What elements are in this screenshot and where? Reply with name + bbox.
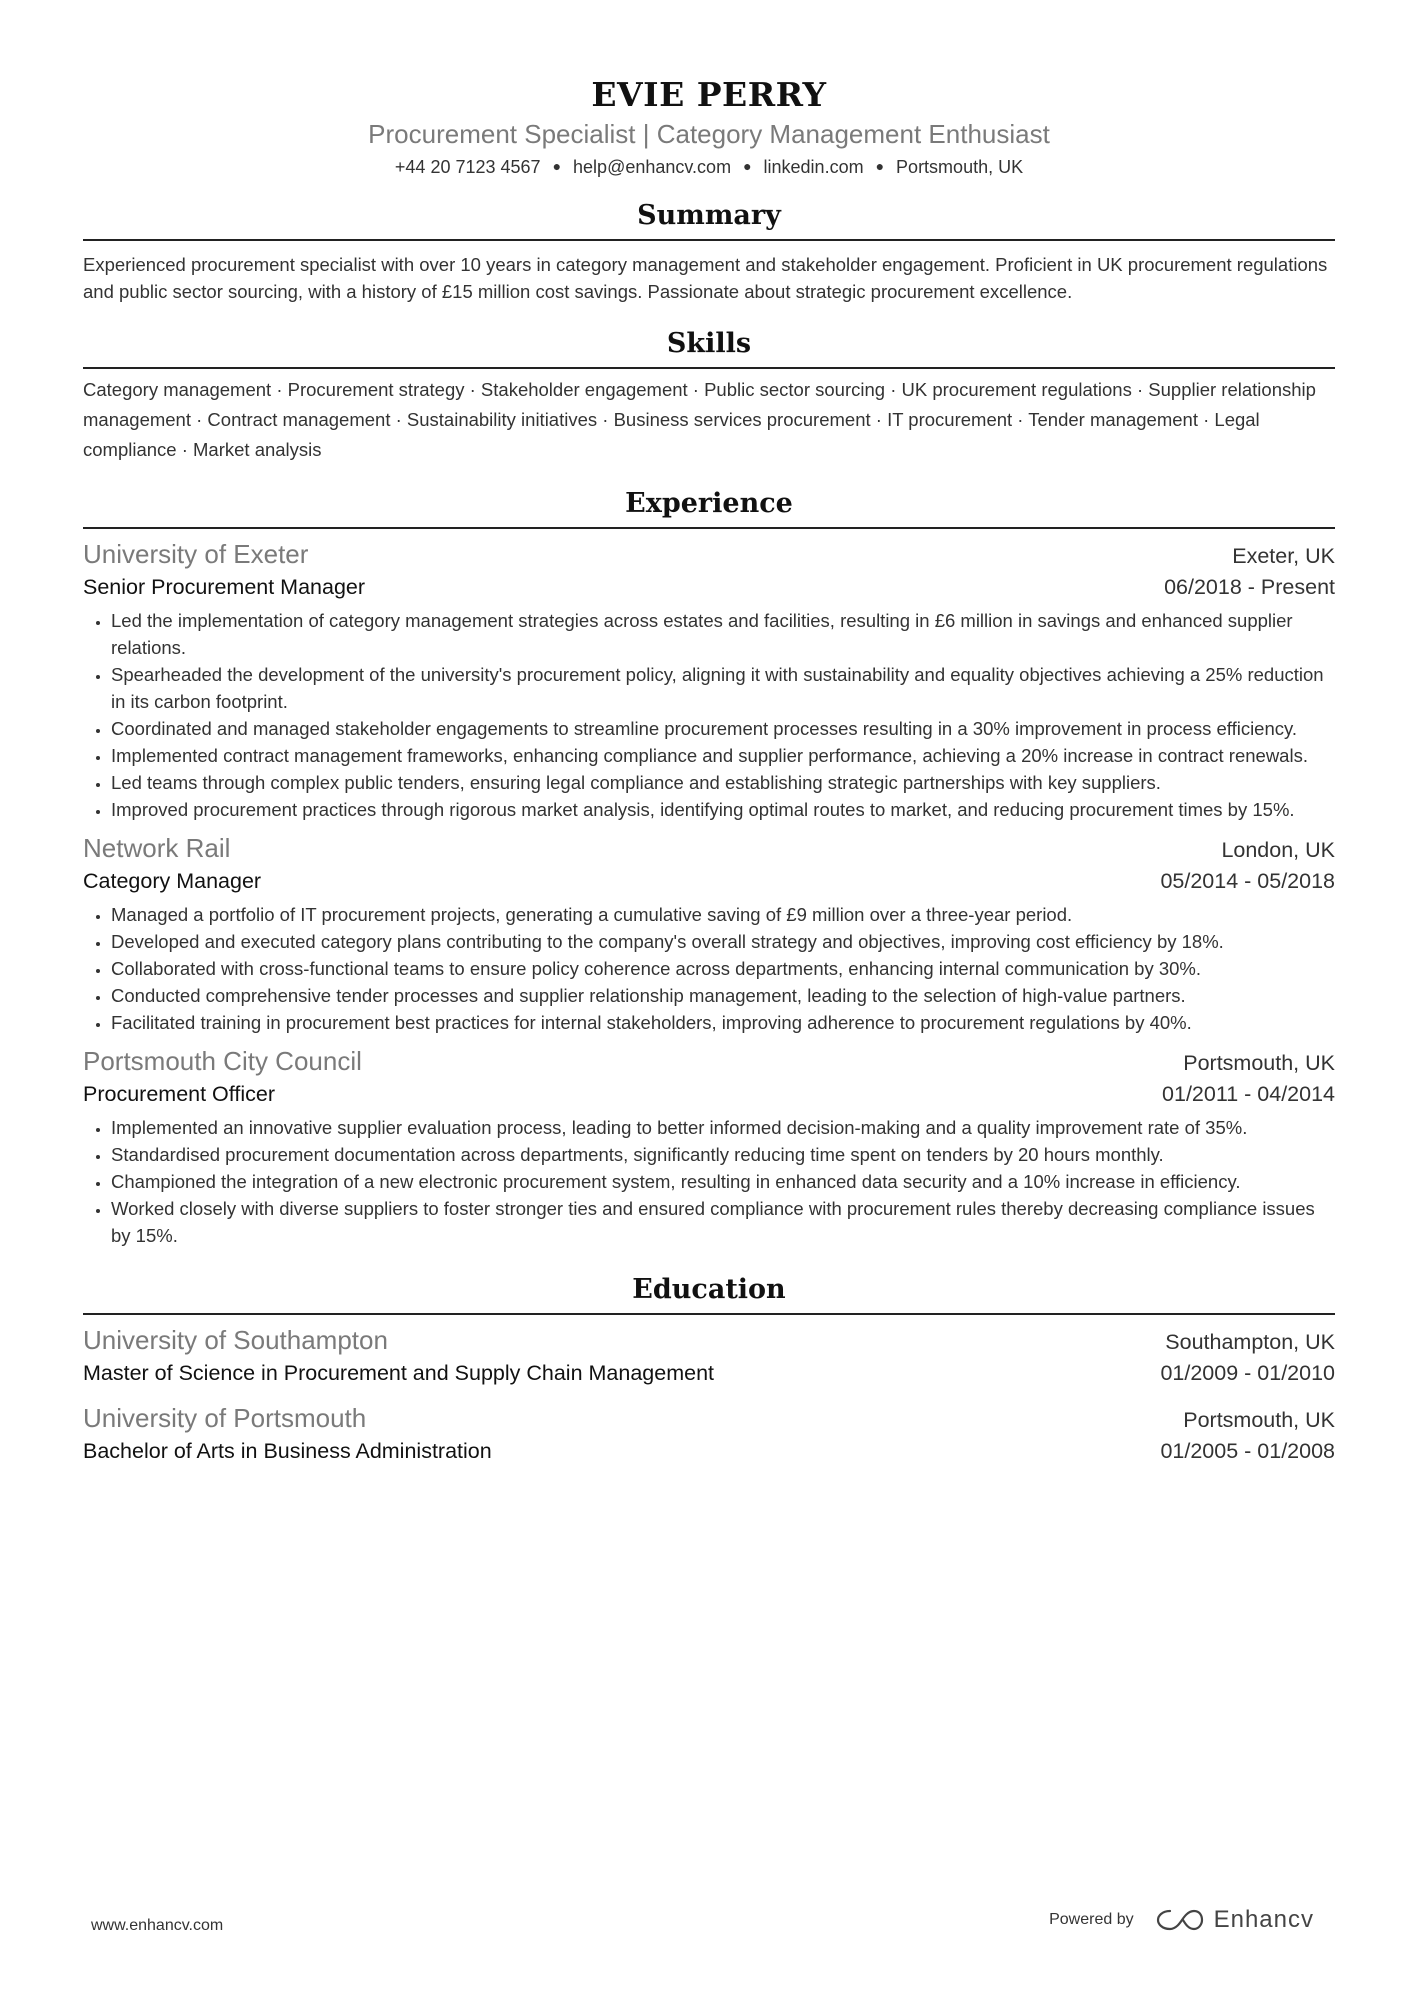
achievement-item: • Spearheaded the development of the university's procurement policy, aligning it with sustainability and equality objectives achieving a 25% reduction in its carbon footprint. [111, 661, 1335, 715]
candidate-name: EVIE PERRY [591, 75, 827, 114]
achievement-item: • Conducted comprehensive tender processes and supplier relationship management, leading to the selection of high-value partners. [111, 982, 1335, 1009]
contact-email[interactable]: help@enhancv.com [573, 157, 732, 177]
achievement-item: • Managed a portfolio of IT procurement projects, generating a cumulative saving of £9 million over a three-year period. [111, 901, 1335, 928]
achievement-list [83, 607, 1335, 823]
degree-name: Bachelor of Arts in Business Administration [83, 1439, 492, 1463]
footer-branding [1049, 1906, 1314, 1934]
degree-name: Master of Science in Procurement and Supply Chain Management [83, 1361, 715, 1385]
experience-heading: Experience [83, 487, 1335, 529]
achievement-list [83, 901, 1335, 1036]
experience-entry [83, 1044, 1335, 1249]
employer-location: London, UK [1221, 838, 1335, 862]
resume-page [83, 0, 1335, 1467]
contact-phone[interactable]: +44 20 7123 4567 [394, 157, 541, 177]
candidate-title: Procurement Specialist | Category Management Enthusiast [368, 119, 1050, 149]
separator-dot: ● [552, 158, 562, 174]
job-role: Procurement Officer [83, 1082, 275, 1106]
education-entry [83, 1323, 1335, 1389]
achievement-item: • Facilitated training in procurement best practices for internal stakeholders, improving adherence to procurement regulations by 40%. [111, 1009, 1335, 1036]
separator-dot: ● [875, 158, 885, 174]
achievement-item: • Championed the integration of a new electronic procurement system, resulting in enhanced data security and a 10% increase in efficiency. [111, 1168, 1335, 1195]
employer-location: Exeter, UK [1232, 544, 1335, 568]
achievement-item: • Improved procurement practices through rigorous market analysis, identifying optimal routes to market, and reducing procurement times by 15%. [111, 796, 1335, 823]
education-entry [83, 1401, 1335, 1467]
summary-section [83, 199, 1335, 305]
summary-text: Experienced procurement specialist with over 10 years in category management and stakeholder engagement. Proficient in UK procurement regulations and public sector sourcing, with a history of £15 million cost savings. Passionate about strategic procurement excellence. [83, 254, 1328, 302]
infinity-logo-icon [1156, 1907, 1204, 1933]
experience-entry [83, 537, 1335, 823]
powered-by-label: Powered by [1049, 1911, 1134, 1928]
experience-entry [83, 831, 1335, 1036]
degree-dates: 01/2005 - 01/2008 [1160, 1439, 1335, 1463]
contact-linkedin[interactable]: linkedin.com [763, 157, 864, 177]
school-location: Portsmouth, UK [1183, 1408, 1335, 1432]
job-dates: 06/2018 - Present [1164, 575, 1335, 599]
summary-heading: Summary [83, 199, 1335, 241]
achievement-item: • Coordinated and managed stakeholder engagements to streamline procurement processes resulting in a 30% improvement in process efficiency. [111, 715, 1335, 742]
job-role: Senior Procurement Manager [83, 575, 366, 599]
achievement-item: • Led teams through complex public tenders, ensuring legal compliance and establishing strategic partnerships with key suppliers. [111, 769, 1335, 796]
job-role: Category Manager [83, 869, 262, 893]
education-section [83, 1273, 1335, 1467]
footer-website[interactable]: www.enhancv.com [91, 1917, 224, 1934]
education-heading: Education [83, 1273, 1335, 1315]
experience-section [83, 487, 1335, 1249]
brand-name: Enhancv [1213, 1906, 1314, 1933]
employer-name: Portsmouth City Council [83, 1046, 362, 1076]
achievement-item: • Collaborated with cross-functional teams to ensure policy coherence across departments, enhancing internal communication by 30%. [111, 955, 1335, 982]
school-name: University of Portsmouth [83, 1403, 367, 1433]
employer-location: Portsmouth, UK [1183, 1051, 1335, 1075]
achievement-item: • Implemented contract management frameworks, enhancing compliance and supplier performance, achieving a 20% increase in contract renewals. [111, 742, 1335, 769]
school-name: University of Southampton [83, 1325, 388, 1355]
enhancv-logo[interactable] [1156, 1906, 1314, 1934]
achievement-item: • Standardised procurement documentation across departments, significantly reducing time spent on tenders by 20 hours monthly. [111, 1141, 1335, 1168]
contact-line [83, 154, 1335, 179]
achievement-item: • Worked closely with diverse suppliers to foster stronger ties and ensured compliance with procurement rules thereby decreasing compliance issues by 15%. [111, 1195, 1335, 1249]
contact-location: Portsmouth, UK [896, 157, 1024, 177]
separator-dot: ● [743, 158, 752, 174]
employer-name: University of Exeter [83, 539, 309, 569]
achievement-item: • Developed and executed category plans contributing to the company's overall strategy and objectives, improving cost efficiency by 18%. [111, 928, 1335, 955]
skills-heading: Skills [83, 327, 1335, 369]
degree-dates: 01/2009 - 01/2010 [1160, 1361, 1335, 1385]
school-location: Southampton, UK [1165, 1330, 1335, 1354]
job-dates: 01/2011 - 04/2014 [1162, 1082, 1335, 1106]
achievement-item: • Implemented an innovative supplier evaluation process, leading to better informed decision-making and a quality improvement rate of 35%. [111, 1114, 1335, 1141]
job-dates: 05/2014 - 05/2018 [1160, 869, 1335, 893]
skills-text: Category management · Procurement strategy · Stakeholder engagement · Public sector sourcing · UK procurement regulations · Supplier relationship management · Contract management · Sustainability initiatives · Business services procurement · IT procurement · Tender management · Legal compliance · Market analysis [83, 379, 1316, 460]
skills-section [83, 327, 1335, 465]
achievement-list [83, 1114, 1335, 1249]
resume-header [83, 0, 1335, 179]
employer-name: Network Rail [83, 833, 231, 863]
achievement-item: • Led the implementation of category management strategies across estates and facilities, resulting in £6 million in savings and enhanced supplier relations. [111, 607, 1335, 661]
